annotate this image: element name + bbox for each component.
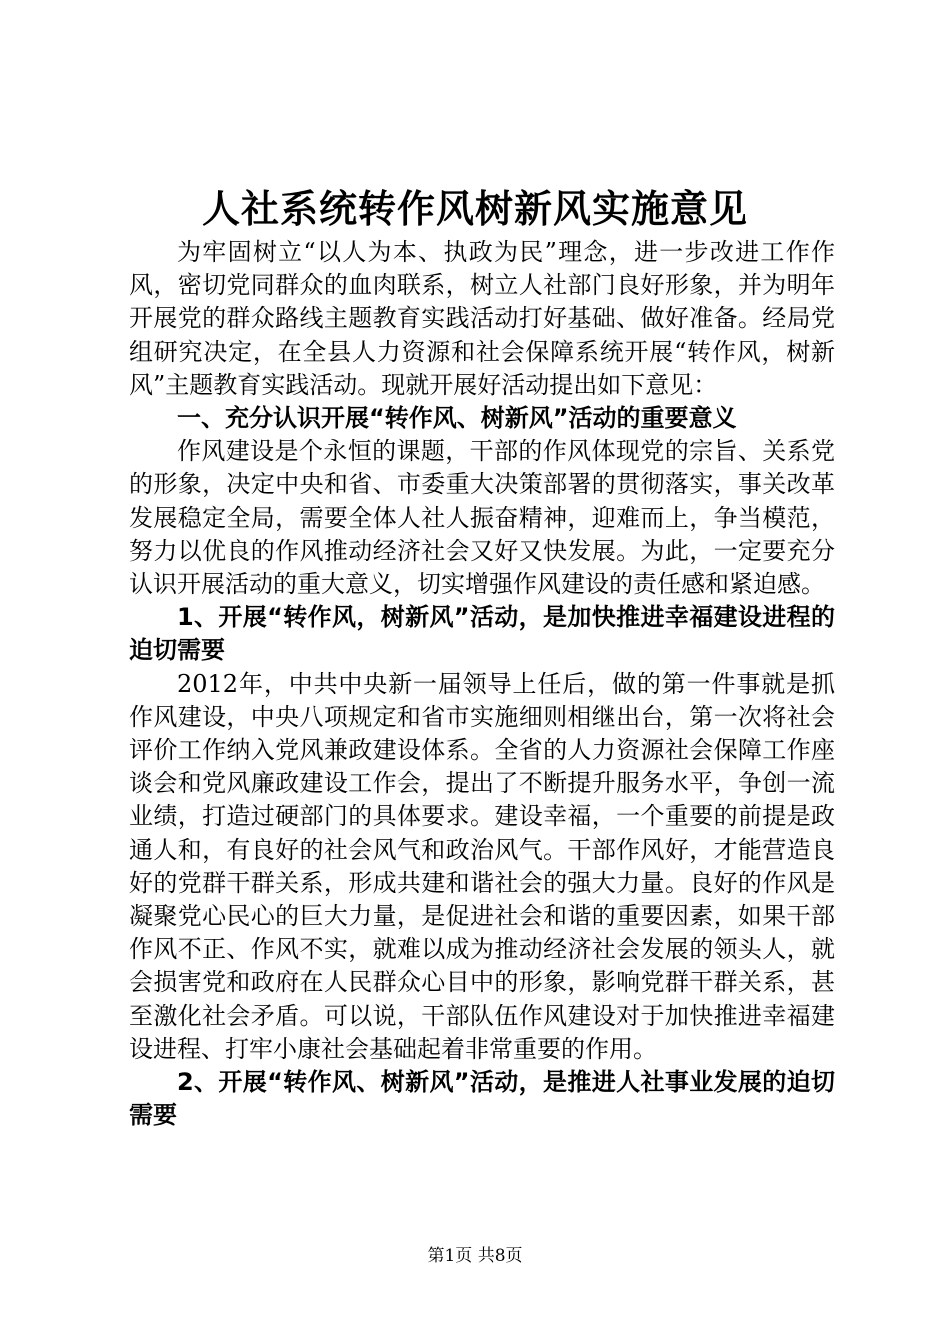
document-title: 人社系统转作风树新风实施意见 (201, 187, 748, 231)
page-footer: 第1页 共8页 (427, 1246, 523, 1266)
body-paragraph: 2012年，中共中央新一届领导上任后，做的第一件事就是抓作风建设，中央八项规定和省市实施细则相继出台，第一次将社会评价工作纳入党风兼政建设体系。全省的人力资源社会保障工作座谈会和党风廉政建设工作会，提出了不断提升服务水平，争创一流业绩，打造过硬部门的具体要求。建设幸福，一个重要的前提是政通人和，有良好的社会风气和政治风气。干部作风好，才能营造良好的党群干群关系，形成共建和谐社会的强大力量。良好的作风是凝聚党心民心的巨大力量，是促进社会和谐的重要因素，如果干部作风不正、作风不实，就难以成为推动经济社会发展的领头人，就会损害党和政府在人民群众心目中的形象，影响党群干群关系，甚至激化社会矛盾。可以说，干部队伍作风建设对于加快推进幸福建设进程、打牢小康社会基础起着非常重要的作用。 (129, 669, 835, 1063)
document-body (129, 236, 835, 1132)
section-heading-1: 一、充分认识开展“转作风、树新风”活动的重要意义 (177, 404, 737, 433)
subsection-heading-2: 2、开展“转作风、树新风”活动，是推进人社事业发展的迫切需要 (129, 1068, 835, 1130)
subsection-heading-1: 1、开展“转作风，树新风”活动，是加快推进幸福建设进程的迫切需要 (129, 603, 835, 665)
intro-paragraph: 为牢固树立“以人为本、执政为民”理念，进一步改进工作作风，密切党同群众的血肉联系，树立人社部门良好形象，并为明年开展党的群众路线主题教育实践活动打好基础、做好准备。经局党组研究决定，在全县人力资源和社会保障系统开展“转作风，树新风”主题教育实践活动。现就开展好活动提出如下意见： (129, 238, 835, 399)
body-paragraph: 作风建设是个永恒的课题，干部的作风体现党的宗旨、关系党的形象，决定中央和省、市委重大决策部署的贯彻落实，事关改革发展稳定全局，需要全体人社人振奋精神，迎难而上，争当模范，努力以优良的作风推动经济社会又好又快发展。为此，一定要充分认识开展活动的重大意义，切实增强作风建设的责任感和紧迫感。 (129, 437, 835, 599)
